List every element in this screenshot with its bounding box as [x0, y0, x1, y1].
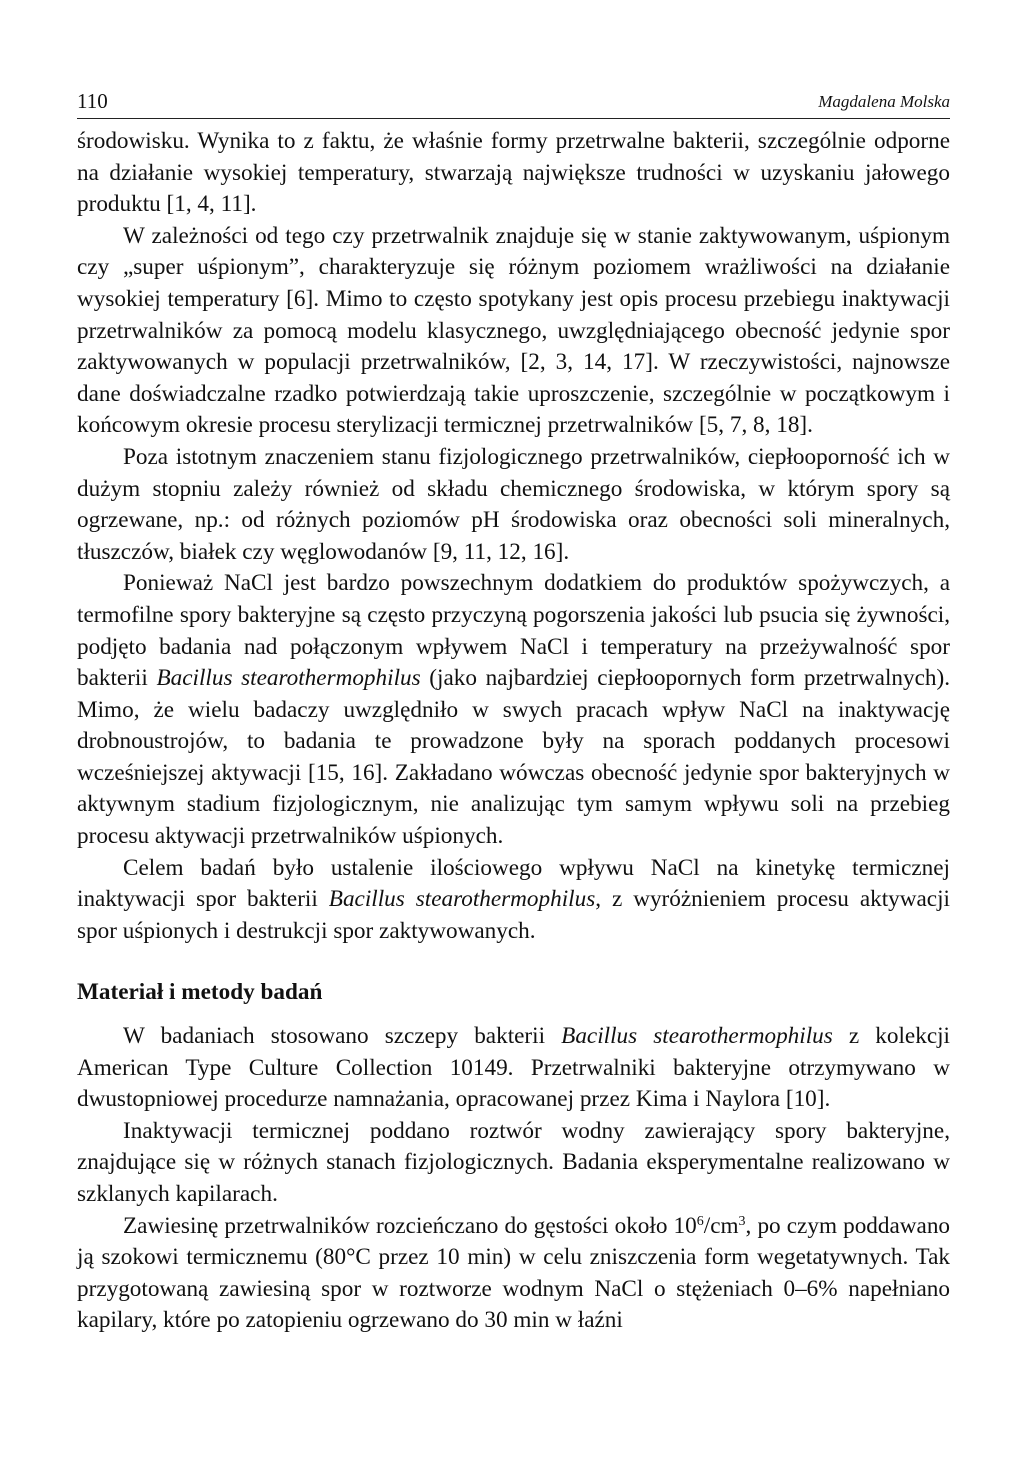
- paragraph-suspension-prep: [77, 1211, 950, 1337]
- running-header-author: Magdalena Molska: [818, 92, 950, 111]
- superscript-exponent: 3: [738, 1213, 746, 1229]
- text-run: W badaniach stosowano szczepy bakterii: [123, 1023, 562, 1050]
- paragraph-thermal-inactivation: Inaktywacji termicznej poddano roztwór wodny zawierający spory bakteryjne, znajdujące się w różnych stanach fizjologicznych. Badania eksperymentalne realizowano w szklanych kapilarach.: [77, 1117, 950, 1207]
- text-run: , z wyróżnieniem procesu aktywacji spor uśpionych i destrukcji spor zaktywowanych.: [77, 886, 950, 944]
- text-run: , po czym poddawano ją szokowi termicznemu (80°C przez 10 min) w celu zniszczenia form wegetatywnych. Tak przygotowaną zawiesiną spor w roztworze wodnym NaCl o stężeniach 0–6% napełniano kapilary, które po zatopieniu ogrzewano do 30 min w łaźni: [77, 1212, 951, 1334]
- paragraph-heat-resistance: Poza istotnym znaczeniem stanu fizjologicznego przetrwalników, ciepłooporność ich w dużym stopniu zależy również od składu chemicznego środowiska, w którym spory są ogrzewane, np.: od różnych poziomów pH środowiska oraz obecności soli mineralnych, tłuszczów, białek czy węglowodanów [9, 11, 12, 16].: [77, 443, 950, 565]
- body-text: [77, 126, 950, 1337]
- superscript-exponent: 6: [696, 1213, 704, 1229]
- page-number: 110: [77, 89, 108, 113]
- document-page: [77, 88, 950, 1337]
- species-name: Bacillus stearothermophilus: [156, 665, 421, 692]
- text-run: Celem badań było ustalenie ilościowego wpływu NaCl na kinetykę termicznej inaktywacji spor bakterii: [77, 854, 950, 913]
- text-run: (jako najbardziej ciepłoopornych form przetrwalnych). Mimo, że wielu badaczy uwzględniło w swych pracach wpływ NaCl na inaktywację drobnoustrojów, to badania te prowadzone były na sporach poddanych procesowi wcześniejszej aktywacji [15, 16]. Zakładano wówczas obecność jedynie spor bakteryjnych w aktywnym stadium fizjologicznym, nie analizując tym samym wpływu soli na przebieg procesu aktywacji przetrwalników uśpionych.: [77, 665, 950, 850]
- section-heading: Materiał i metody badań: [77, 979, 323, 1006]
- paragraph-continuation: środowisku. Wynika to z faktu, że właśnie formy przetrwalne bakterii, szczególnie odporne na działanie wysokiej temperatury, stwarzają największe trudności w uzyskaniu jałowego produktu [1, 4, 11].: [77, 128, 950, 218]
- paragraph-spore-states: W zależności od tego czy przetrwalnik znajduje się w stanie zaktywowanym, uśpionym czy „super uśpionym”, charakteryzuje się różnym poziomem wrażliwości na działanie wysokiej temperatury [6]. Mimo to często spotykany jest opis procesu przebiegu inaktywacji przetrwalników za pomocą modelu klasycznego, uwzględniającego obecność jedynie spor zaktywowanych w populacji przetrwalników, [2, 3, 14, 17]. W rzeczywistości, najnowsze dane doświadczalne rzadko potwierdzają takie uproszczenie, szczególnie w początkowym i końcowym okresie procesu sterylizacji termicznej przetrwalników [5, 7, 8, 18].: [77, 222, 950, 439]
- species-name: Bacillus stearothermophilus: [328, 886, 596, 913]
- text-run: z kolekcji American Type Culture Collection 10149. Przetrwalniki bakteryjne otrzymywano w dwustopniowej procedurze namnażania, opracowanej przez Kima i Naylora [10].: [77, 1023, 950, 1113]
- text-run: Ponieważ NaCl jest bardzo powszechnym dodatkiem do produktów spożywczych, a termofilne spory bakteryjne są często przyczyną pogorszenia jakości lub psucia się żywności, podjęto badania nad połączonym wpływem NaCl i temperatury na przeżywalność spor bakterii: [77, 570, 950, 692]
- paragraph-study-aim: [77, 853, 950, 948]
- paragraph-nacl-motivation: [77, 568, 950, 852]
- paragraph-strains: [77, 1021, 950, 1116]
- text-run: Zawiesinę przetrwalników rozcieńczano do gęstości około 10: [123, 1212, 697, 1239]
- species-name: Bacillus stearothermophilus: [561, 1023, 833, 1050]
- text-run: /cm: [703, 1212, 739, 1239]
- running-header: [77, 88, 950, 119]
